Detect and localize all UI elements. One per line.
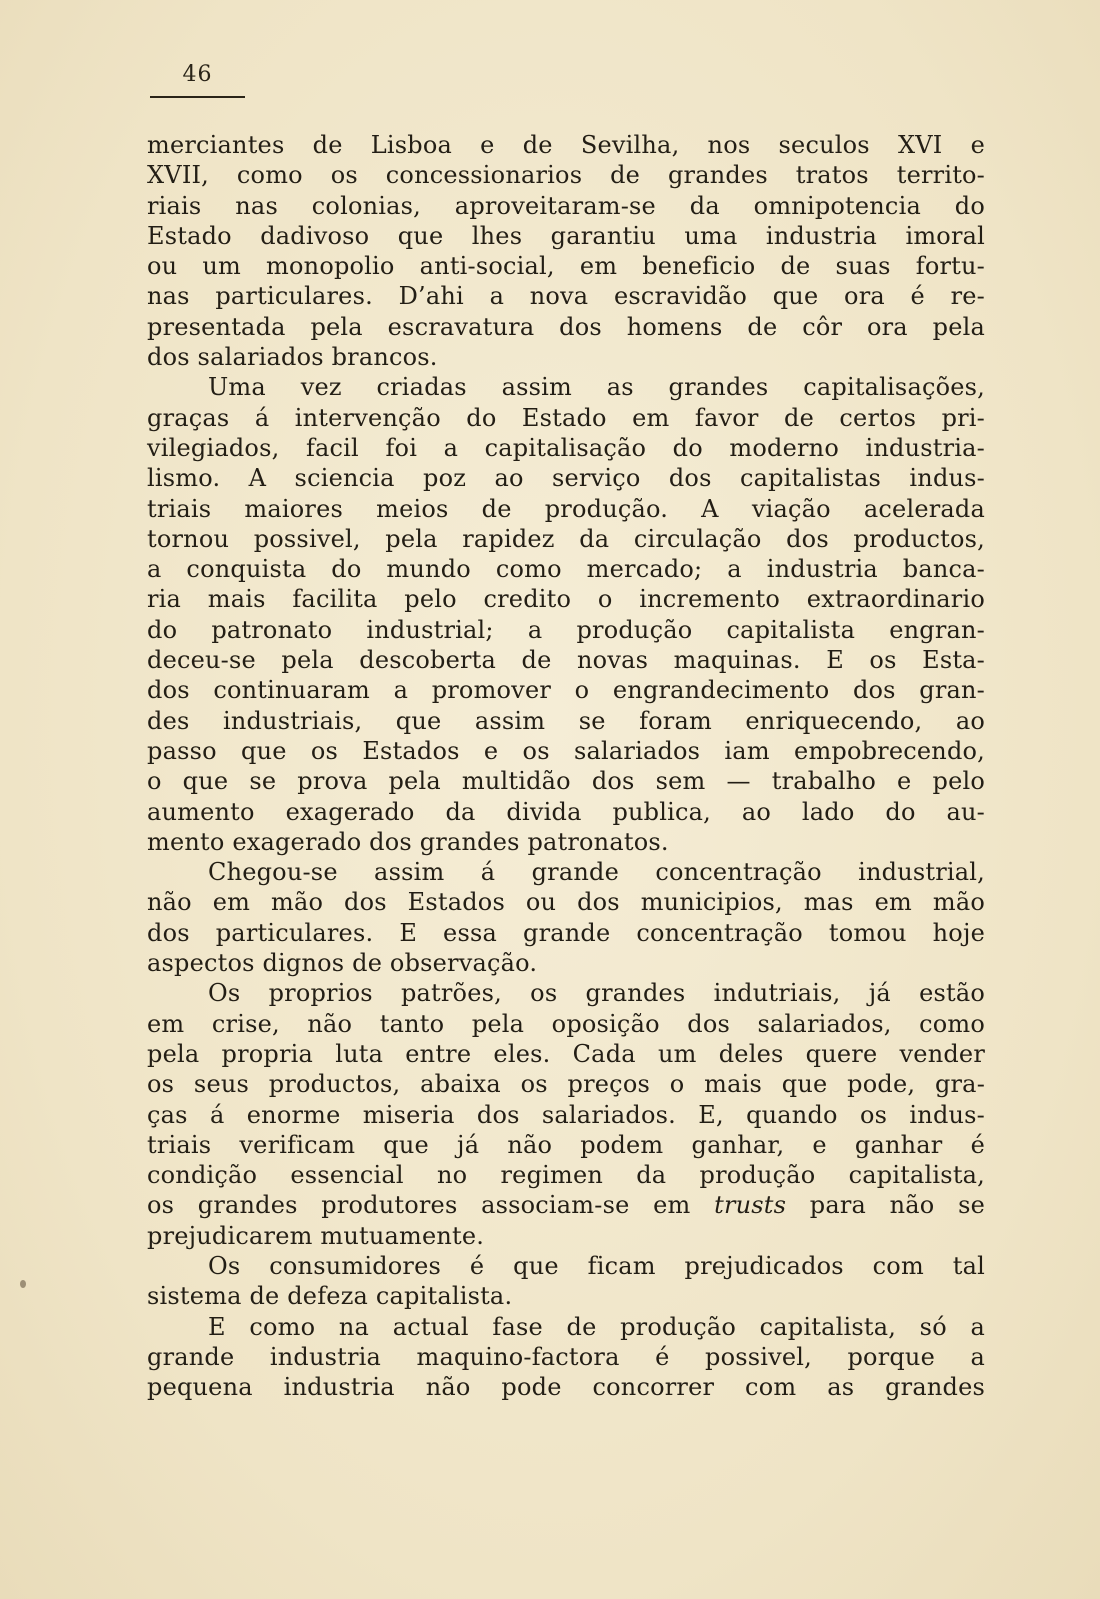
- text-line: mento exagerado dos grandes patronatos.: [147, 827, 669, 856]
- text-line: sistema de defeza capitalista.: [147, 1282, 513, 1311]
- text-line: o que se prova pela multidão dos sem — trabalho e pelo: [147, 767, 985, 796]
- text-line: E como na actual fase de produção capitalista, só a: [208, 1312, 985, 1341]
- text-line: prejudicarem mutuamente.: [147, 1221, 485, 1250]
- text-line: deceu-se pela descoberta de novas maquinas. E os Esta-: [147, 646, 985, 675]
- text-line: lismo. A sciencia poz ao serviço dos capitalistas indus-: [147, 464, 985, 493]
- text-line: vilegiados, facil foi a capitalisação do moderno industria-: [147, 433, 985, 462]
- text-line: pela propria luta entre eles. Cada um deles quere vender: [147, 1039, 985, 1068]
- text-line: dos particulares. E essa grande concentração tomou hoje: [147, 918, 985, 947]
- text-line: presentada pela escravatura dos homens de côr ora pela: [147, 312, 985, 341]
- text-line: graças á intervenção do Estado em favor de certos pri-: [147, 403, 985, 432]
- text-line: a conquista do mundo como mercado; a industria banca-: [147, 555, 985, 584]
- text-line: riais nas colonias, aproveitaram-se da omnipotencia do: [147, 191, 985, 220]
- text-line: ria mais facilita pelo credito o incremento extraordinario: [147, 585, 985, 614]
- text-line: do patronato industrial; a produção capitalista engran-: [147, 615, 985, 644]
- page-number-rule: [150, 96, 245, 98]
- text-line: triais verificam que já não podem ganhar, e ganhar é: [147, 1130, 985, 1159]
- text-line: des industriais, que assim se foram enriquecendo, ao: [147, 706, 985, 735]
- page-number: 46: [182, 62, 213, 87]
- paper-speck: [20, 1280, 26, 1288]
- text-line: não em mão dos Estados ou dos municipios, mas em mão: [147, 888, 985, 917]
- text-line: triais maiores meios de produção. A viação acelerada: [147, 494, 985, 523]
- text-line: aspectos dignos de observação.: [147, 949, 538, 978]
- text-line: passo que os Estados e os salariados iam empobrecendo,: [147, 736, 985, 765]
- text-line: pequena industria não pode concorrer com as grandes: [147, 1373, 985, 1402]
- text-line: condição essencial no regimen da produção capitalista,: [147, 1161, 985, 1190]
- body-text: [147, 130, 985, 1402]
- text-line: Estado dadivoso que lhes garantiu uma industria imoral: [147, 221, 985, 250]
- text-line: nas particulares. D’ahi a nova escravidão que ora é re-: [147, 282, 985, 311]
- text-line: Uma vez criadas assim as grandes capitalisações,: [208, 373, 985, 402]
- text-line: dos salariados brancos.: [147, 343, 438, 372]
- text-line: aumento exagerado da divida publica, ao lado do au-: [147, 797, 985, 826]
- text-line: grande industria maquino-factora é possivel, porque a: [147, 1342, 985, 1371]
- italic-word: trusts: [714, 1191, 787, 1220]
- text-line: Os consumidores é que ficam prejudicados com tal: [208, 1251, 985, 1280]
- text-line: tornou possivel, pela rapidez da circulação dos productos,: [147, 524, 985, 553]
- text-line: dos continuaram a promover o engrandecimento dos gran-: [147, 676, 985, 705]
- text-line: ças á enorme miseria dos salariados. E, quando os indus-: [147, 1100, 985, 1129]
- text-line: Os proprios patrões, os grandes indutriais, já estão: [208, 979, 985, 1008]
- text-line: merciantes de Lisboa e de Sevilha, nos seculos XVI e: [147, 131, 985, 159]
- text-line: os grandes produtores associam-se em trusts para não se: [147, 1191, 985, 1220]
- text-line: Chegou-se assim á grande concentração industrial,: [208, 858, 985, 887]
- text-line: ou um monopolio anti-social, em beneficio de suas fortu-: [147, 252, 985, 281]
- text-line: em crise, não tanto pela oposição dos salariados, como: [147, 1009, 985, 1038]
- text-line: os seus productos, abaixa os preços o mais que pode, gra-: [147, 1070, 985, 1099]
- text-line: XVII, como os concessionarios de grandes tratos territo-: [147, 161, 985, 190]
